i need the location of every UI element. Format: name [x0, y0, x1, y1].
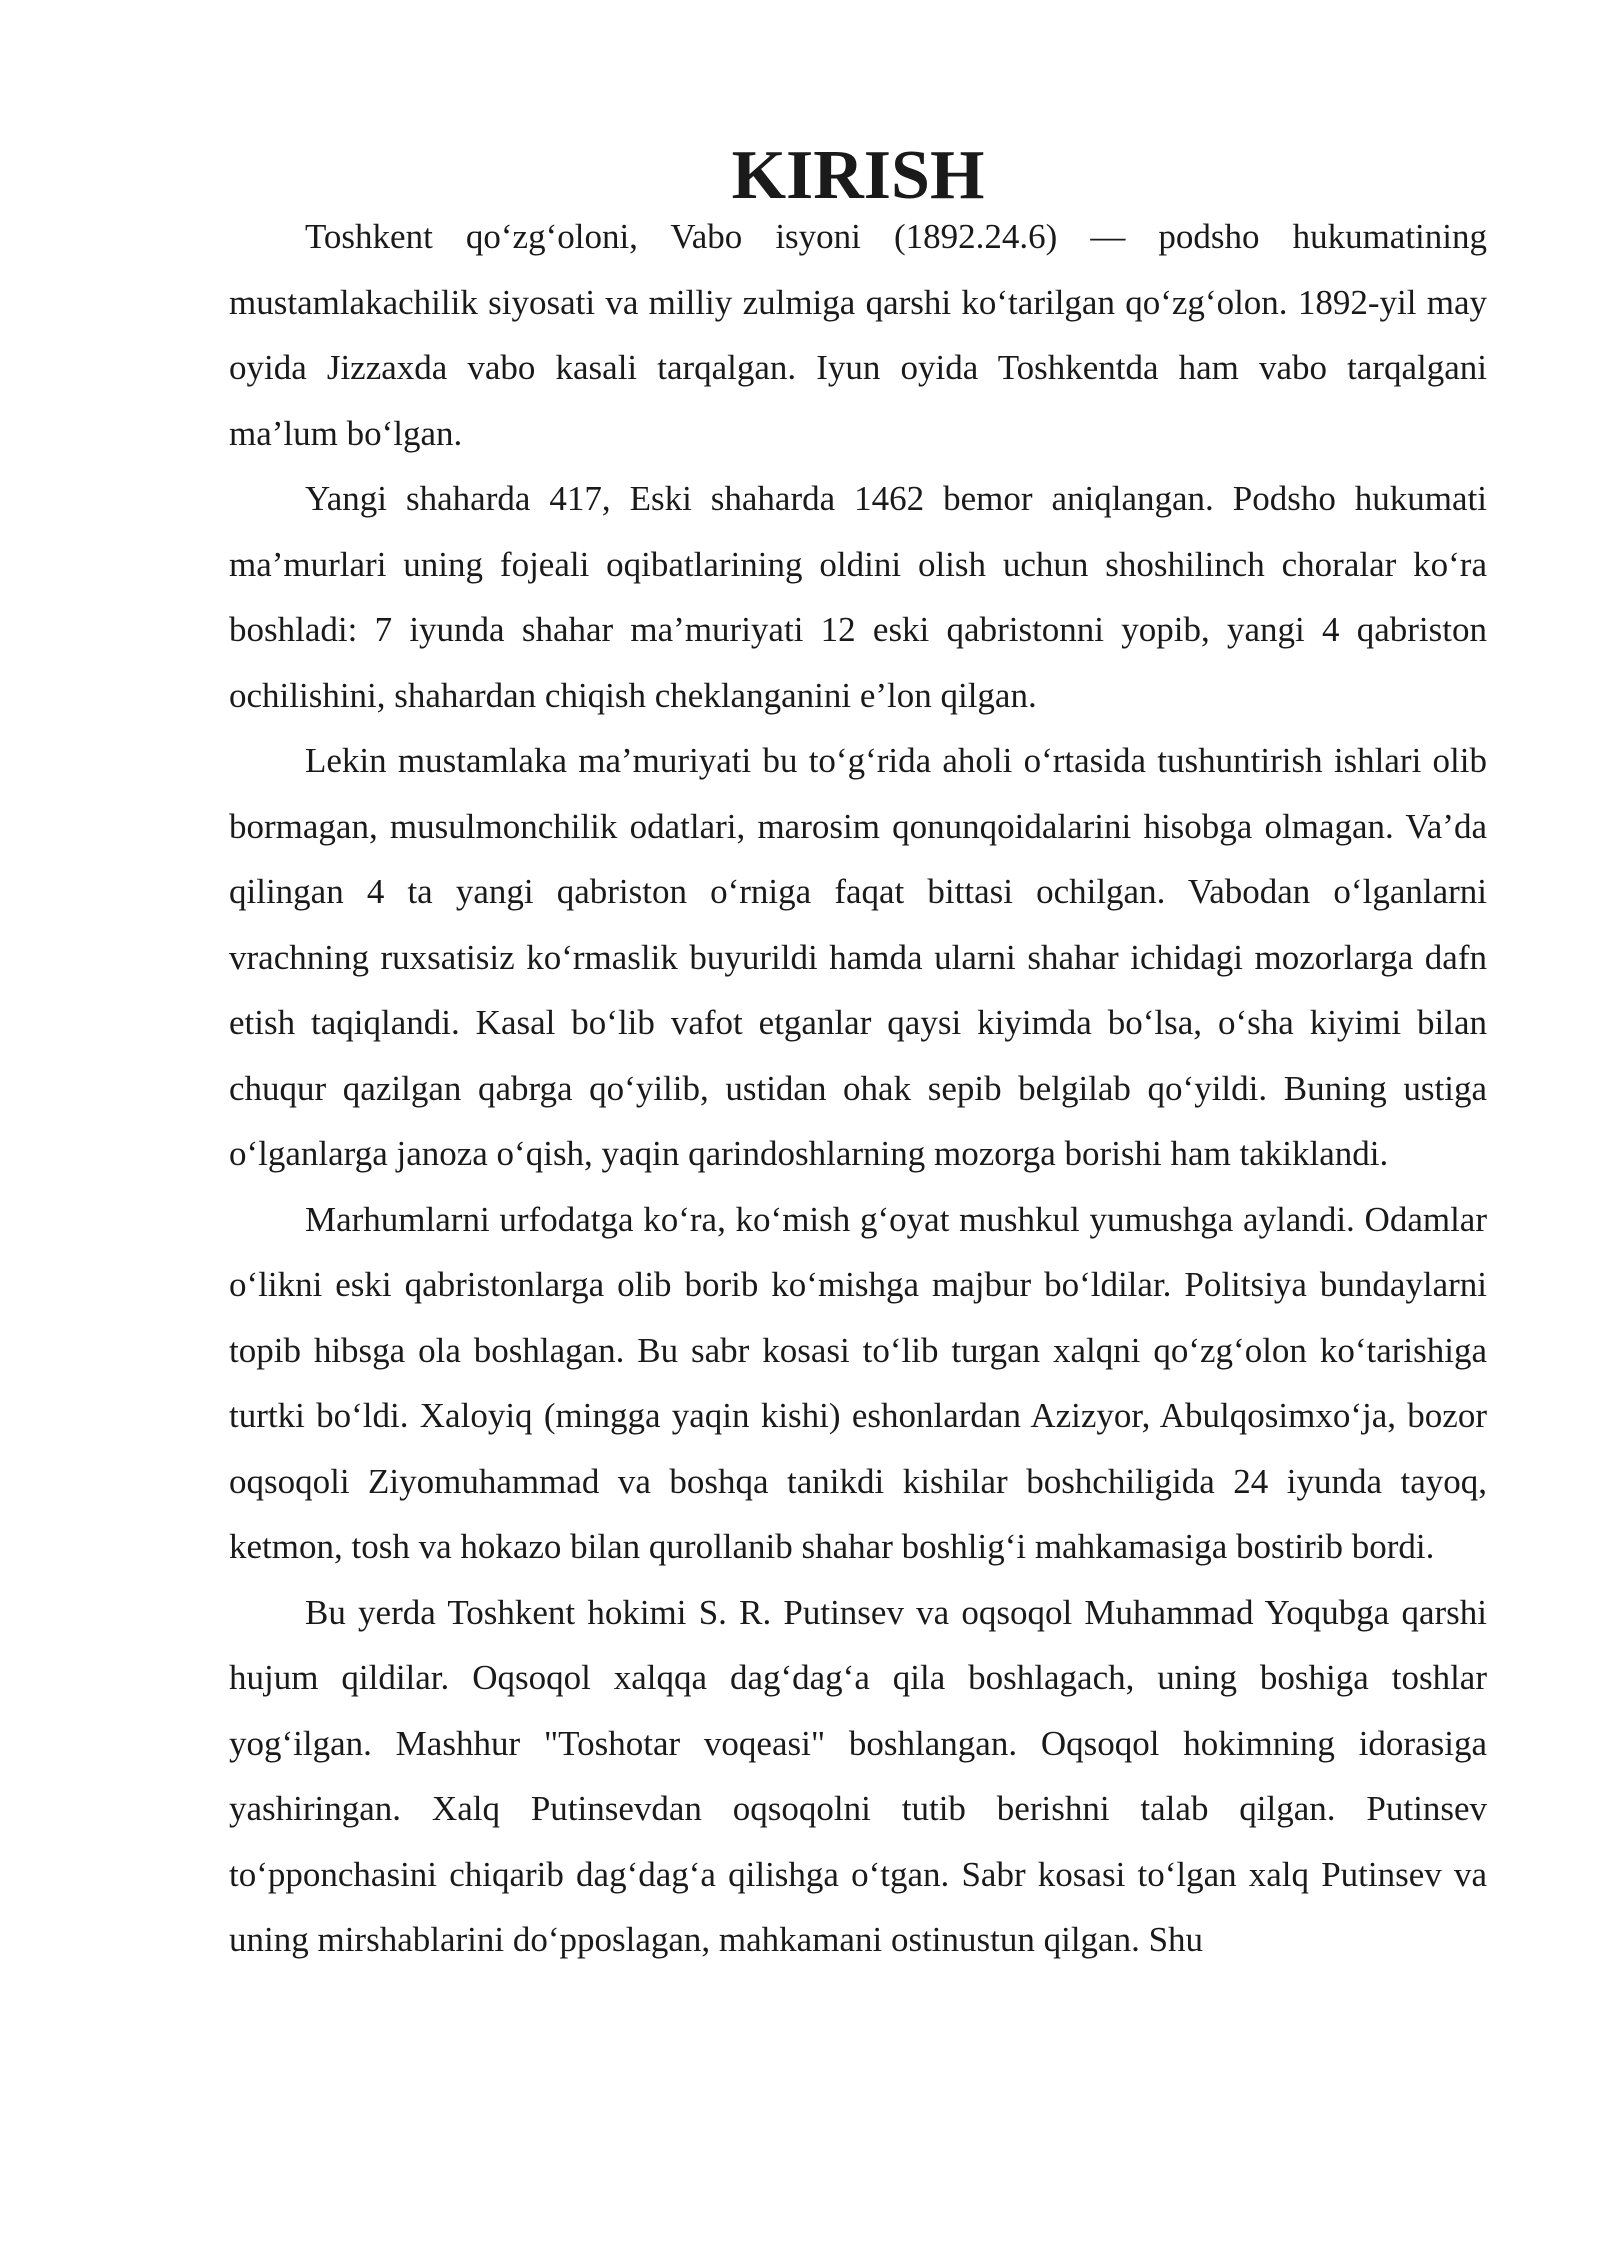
document-page	[229, 137, 1487, 1973]
document-title: KIRISH	[731, 137, 985, 214]
paragraph-2: Yangi shaharda 417, Eski shaharda 1462 bemor aniqlangan. Podsho hukumati ma’murlari uning fojeali oqibatlarining oldini olish uchun shoshilinch choralar ko‘ra boshladi: 7 iyunda shahar ma’muriyati 12 eski qabristonni yopib, yangi 4 qabriston ochilishini, shahardan chiqish cheklanganini e’lon qilgan.	[229, 479, 1487, 715]
paragraph-4: Marhumlarni urfodatga ko‘ra, ko‘mish g‘oyat mushkul yumushga aylandi. Odamlar o‘likni eski qabristonlarga olib borib ko‘mishga majbur bo‘ldilar. Politsiya bundaylarni topib hibsga ola boshlagan. Bu sabr kosasi to‘lib turgan xalqni qo‘zg‘olon ko‘tarishiga turtki bo‘ldi. Xaloyiq (mingga yaqin kishi) eshonlardan Azizyor, Abulqosimxo‘ja, bozor oqsoqoli Ziyomuhammad va boshqa tanikdi kishilar boshchiligida 24 iyunda tayoq, ketmon, tosh va hokazo bilan qurollanib shahar boshlig‘i mahkamasiga bostirib bordi.	[229, 1199, 1487, 1566]
paragraph-1: Toshkent qo‘zg‘oloni, Vabo isyoni (1892.24.6) — podsho hukumatining mustamlakachilik siyosati va milliy zulmiga qarshi ko‘tarilgan qo‘zg‘olon. 1892-yil may oyida Jizzaxda vabo kasali tarqalgan. Iyun oyida Toshkentda ham vabo tarqalgani ma’lum bo‘lgan.	[229, 217, 1487, 453]
paragraph-3: Lekin mustamlaka ma’muriyati bu to‘g‘rida aholi o‘rtasida tushuntirish ishlari olib bormagan, musulmonchilik odatlari, marosim qonunqoidalarini hisobga olmagan. Va’da qilingan 4 ta yangi qabriston o‘rniga faqat bittasi ochilgan. Vabodan o‘lganlarni vrachning ruxsatisiz ko‘rmaslik buyurildi hamda ularni shahar ichidagi mozorlarga dafn etish taqiqlandi. Kasal bo‘lib vafot etganlar qaysi kiyimda bo‘lsa, o‘sha kiyimi bilan chuqur qazilgan qabrga qo‘yilib, ustidan ohak sepib belgilab qo‘yildi. Buning ustiga o‘lganlarga janoza o‘qish, yaqin qarindoshlarning mozorga borishi ham takiklandi.	[229, 741, 1487, 1173]
paragraph-5: Bu yerda Toshkent hokimi S. R. Putinsev va oqsoqol Muhammad Yoqubga qarshi hujum qildilar. Oqsoqol xalqqa dag‘dag‘a qila boshlagach, uning boshiga toshlar yog‘ilgan. Mashhur "Toshotar voqeasi" boshlangan. Oqsoqol hokimning idorasiga yashiringan. Xalq Putinsevdan oqsoqolni tutib berishni talab qilgan. Putinsev to‘pponchasini chiqarib dag‘dag‘a qilishga o‘tgan. Sabr kosasi to‘lgan xalq Putinsev va uning mirshablarini do‘pposlagan, mahkamani ostinustun qilgan. Shu	[229, 1592, 1487, 1959]
